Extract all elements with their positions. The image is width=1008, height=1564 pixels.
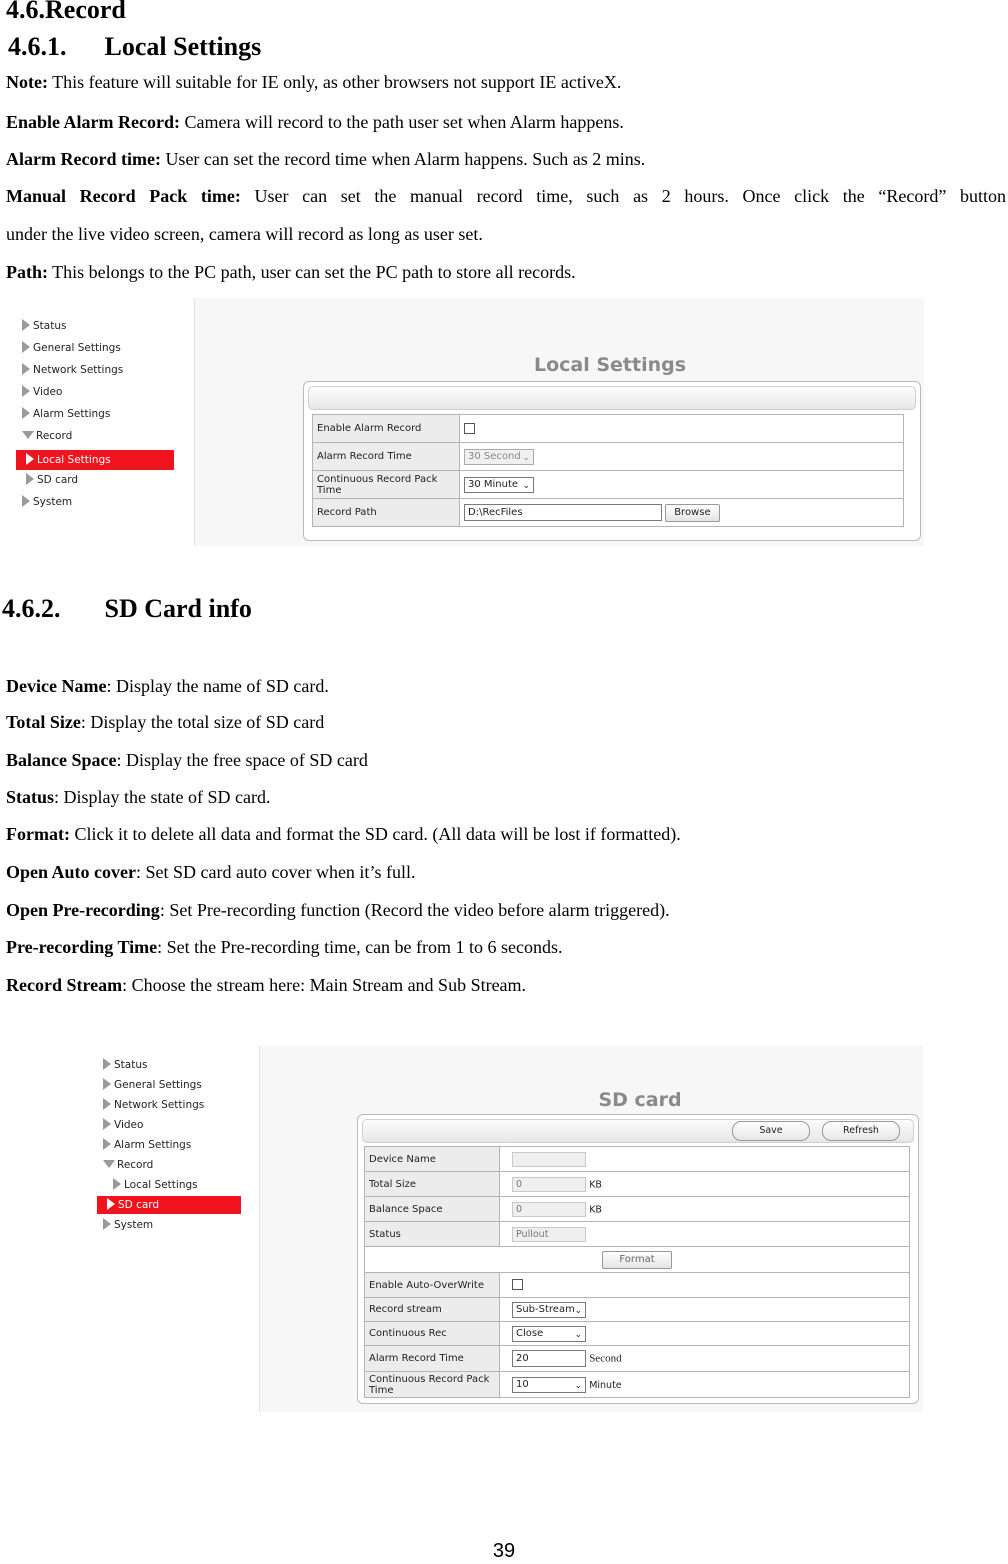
sidebar-menu (8, 298, 194, 546)
expand-arrow-icon (103, 1218, 111, 1230)
menu-item-record[interactable]: Record (103, 1157, 153, 1173)
menu-item-record[interactable]: Record (22, 428, 72, 444)
chevron-down-icon: ⌄ (574, 1329, 582, 1340)
chevron-down-icon: ⌄ (522, 452, 530, 463)
alarm-record-time-paragraph: Alarm Record time: User can set the record time when Alarm happens. Such as 2 mins. (6, 149, 646, 169)
alarm-record-time-input[interactable]: 20 (512, 1350, 586, 1367)
note-paragraph: Note: This feature will suitable for IE only, as other browsers not support IE activeX. (6, 72, 622, 92)
local-settings-screenshot (8, 298, 924, 546)
table-row: Continuous Rec Close ⌄ (365, 1322, 910, 1346)
expand-arrow-icon (22, 319, 30, 331)
menu-item-video[interactable]: Video (103, 1117, 143, 1133)
section-heading: 4.6.Record (6, 0, 126, 24)
menu-item-local-settings[interactable]: Local Settings (113, 1177, 198, 1193)
auto-overwrite-checkbox[interactable] (512, 1279, 523, 1290)
table-row: Status Pullout (365, 1222, 910, 1247)
settings-table (312, 414, 904, 527)
open-auto-cover-paragraph: Open Auto cover: Set SD card auto cover when it’s full. (6, 862, 416, 882)
menu-item-general-settings[interactable]: General Settings (103, 1077, 202, 1093)
sd-card-screenshot (93, 1046, 923, 1412)
expand-arrow-icon (103, 1098, 111, 1110)
menu-item-network-settings[interactable]: Network Settings (103, 1097, 204, 1113)
table-row (365, 1247, 910, 1273)
menu-item-system[interactable]: System (22, 494, 72, 510)
table-row: Alarm Record Time 20 Second (365, 1346, 910, 1372)
expand-arrow-icon (22, 495, 30, 507)
content-area (259, 1046, 923, 1412)
table-row: Alarm Record Time 30 Second ⌄ (313, 443, 904, 471)
menu-item-general-settings[interactable]: General Settings (22, 340, 121, 356)
table-row: Balance Space 0 KB (365, 1197, 910, 1222)
chevron-down-icon: ⌄ (574, 1305, 582, 1316)
record-path-input[interactable]: D:\RecFiles (464, 504, 662, 521)
expand-arrow-icon (22, 407, 30, 419)
balance-space-field: 0 (512, 1202, 586, 1217)
sd-card-heading: 4.6.2. SD Card info (2, 594, 252, 623)
panel-header (308, 386, 916, 410)
browse-button[interactable]: Browse (665, 504, 719, 522)
table-row: Record Path D:\RecFiles Browse (313, 499, 904, 527)
status-paragraph: Status: Display the state of SD card. (6, 787, 271, 807)
record-stream-paragraph: Record Stream: Choose the stream here: Main Stream and Sub Stream. (6, 975, 527, 995)
save-button[interactable]: Save (732, 1121, 810, 1141)
menu-item-network-settings[interactable]: Network Settings (22, 362, 123, 378)
chevron-down-icon: ⌄ (522, 480, 530, 491)
chevron-down-icon: ⌄ (574, 1380, 582, 1391)
table-row: Total Size 0 KB (365, 1172, 910, 1197)
expand-arrow-icon (103, 1118, 111, 1130)
sd-info-table (364, 1146, 910, 1398)
menu-item-status[interactable]: Status (22, 318, 66, 334)
alarm-record-time-select[interactable]: 30 Second ⌄ (464, 449, 534, 465)
expand-arrow-icon (113, 1178, 121, 1190)
content-area (194, 298, 924, 546)
menu-item-status[interactable]: Status (103, 1057, 147, 1073)
refresh-button[interactable]: Refresh (822, 1121, 900, 1141)
table-row: Record stream Sub-Stream ⌄ (365, 1298, 910, 1322)
record-stream-select[interactable]: Sub-Stream ⌄ (512, 1302, 586, 1318)
table-row: Device Name (365, 1147, 910, 1172)
enable-alarm-record-paragraph: Enable Alarm Record: Camera will record to the path user set when Alarm happens. (6, 112, 624, 132)
sidebar-menu (93, 1046, 259, 1412)
total-size-paragraph: Total Size: Display the total size of SD card (6, 712, 325, 732)
expand-arrow-icon (22, 341, 30, 353)
expand-arrow-icon (22, 385, 30, 397)
menu-item-sd-card[interactable]: SD card (97, 1196, 241, 1214)
total-size-field: 0 (512, 1177, 586, 1192)
menu-item-system[interactable]: System (103, 1217, 153, 1233)
device-name-paragraph: Device Name: Display the name of SD card. (6, 676, 329, 696)
expand-arrow-icon (103, 1058, 111, 1070)
expand-arrow-icon (107, 1198, 115, 1210)
table-row: Enable Auto-OverWrite (365, 1273, 910, 1298)
expand-arrow-icon (103, 1138, 111, 1150)
table-row: Continuous Record Pack Time 10 ⌄ Minute (365, 1372, 910, 1398)
page-title: SD card (598, 1089, 682, 1111)
menu-item-alarm-settings[interactable]: Alarm Settings (22, 406, 110, 422)
local-settings-heading: 4.6.1. Local Settings (8, 32, 262, 61)
expand-arrow-icon (22, 363, 30, 375)
balance-space-paragraph: Balance Space: Display the free space of SD card (6, 750, 368, 770)
device-name-field (512, 1152, 586, 1167)
table-row: Enable Alarm Record (313, 415, 904, 443)
expand-arrow-icon (26, 453, 34, 465)
manual-record-pack-continuation: under the live video screen, camera will record as long as user set. (6, 224, 483, 244)
collapse-arrow-icon (103, 1160, 115, 1168)
menu-item-alarm-settings[interactable]: Alarm Settings (103, 1137, 191, 1153)
open-pre-recording-paragraph: Open Pre-recording: Set Pre-recording function (Record the video before alarm triggered). (6, 900, 670, 920)
continuous-record-pack-time-select[interactable]: 30 Minute ⌄ (464, 477, 534, 493)
table-row: Continuous Record Pack Time 30 Minute ⌄ (313, 471, 904, 499)
collapse-arrow-icon (22, 431, 34, 439)
status-field: Pullout (512, 1227, 586, 1242)
page-title: Local Settings (533, 354, 687, 376)
continuous-rec-select[interactable]: Close ⌄ (512, 1326, 586, 1342)
settings-panel (303, 381, 921, 541)
continuous-record-pack-time-select[interactable]: 10 ⌄ (512, 1377, 586, 1393)
path-paragraph: Path: This belongs to the PC path, user can set the PC path to store all records. (6, 262, 576, 282)
menu-item-local-settings[interactable]: Local Settings (16, 450, 174, 470)
pre-recording-time-paragraph: Pre-recording Time: Set the Pre-recording time, can be from 1 to 6 seconds. (6, 937, 563, 957)
format-button[interactable]: Format (602, 1251, 671, 1269)
sd-card-panel (357, 1114, 919, 1404)
page-number: 39 (492, 1540, 516, 1562)
enable-alarm-record-checkbox[interactable] (464, 423, 475, 434)
expand-arrow-icon (103, 1078, 111, 1090)
menu-item-sd-card[interactable]: SD card (26, 472, 78, 488)
manual-record-pack-paragraph: Manual Record Pack time: User can set the manual record time, such as 2 hours. Once click the “Record” button (6, 186, 1006, 206)
expand-arrow-icon (26, 473, 34, 485)
format-paragraph: Format: Click it to delete all data and format the SD card. (All data will be lost if formatted). (6, 824, 681, 844)
menu-item-video[interactable]: Video (22, 384, 62, 400)
